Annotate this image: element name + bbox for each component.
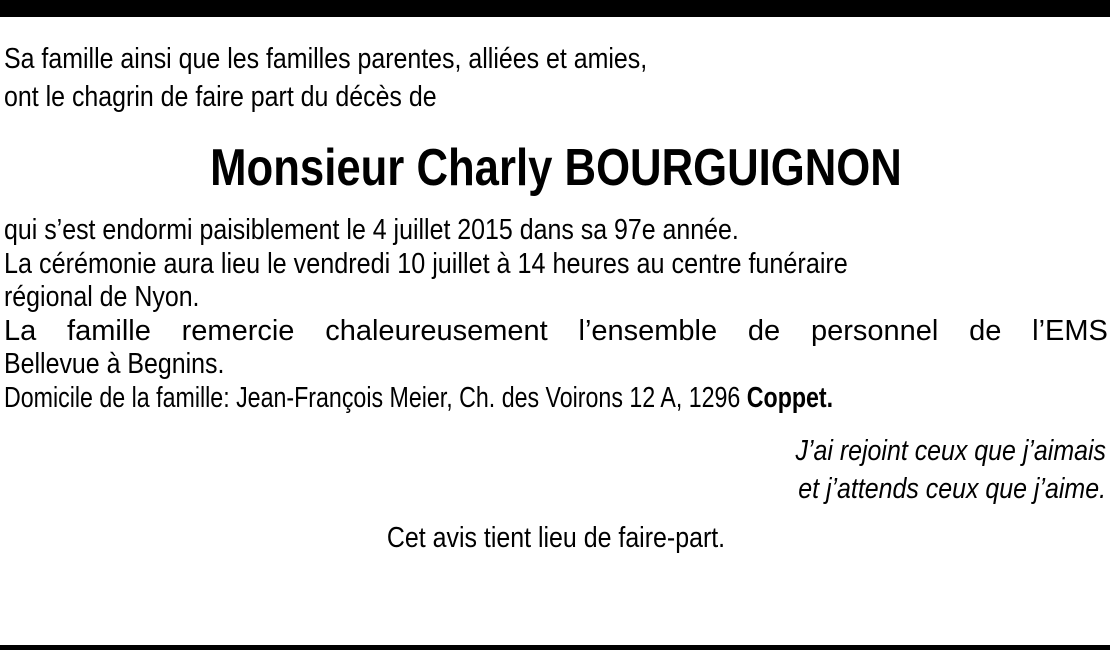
domicile-city: Coppet. [746, 381, 834, 414]
thanks-word: de [969, 314, 1002, 347]
bottom-border-rule [0, 645, 1110, 650]
thanks-word: La [4, 314, 37, 347]
thanks-word: famille [67, 314, 151, 347]
passing-line: qui s’est endormi paisiblement le 4 juillet 2015 dans sa 97e année. [4, 214, 739, 246]
deceased-name: Monsieur Charly BOURGUIGNON [210, 139, 902, 197]
intro-line-2: ont le chagrin de faire part du décès de [4, 81, 437, 113]
verse-line-2: et j’attends ceux que j’aime. [798, 473, 1106, 505]
thanks-word: l’ensemble [578, 314, 718, 347]
thanks-line-1 [4, 315, 1108, 349]
domicile-line [4, 382, 887, 416]
intro-line-1: Sa famille ainsi que les familles parentes, alliées et amies, [4, 43, 648, 75]
thanks-word: personnel [810, 314, 939, 347]
thanks-word: chaleureusement [325, 314, 548, 347]
verse-quote [4, 432, 1108, 508]
closing-statement: Cet avis tient lieu de faire-part. [386, 522, 726, 554]
thanks-word: l’EMS [1032, 314, 1108, 347]
ceremony-line-1: La cérémonie aura lieu le vendredi 10 juillet à 14 heures au centre funéraire [4, 247, 848, 280]
domicile-address: Domicile de la famille: Jean-François Meier, Ch. des Voirons 12 A, 1296 [4, 381, 747, 414]
thanks-word: remercie [181, 314, 295, 347]
intro-paragraph [4, 40, 1108, 116]
thanks-line-2: Bellevue à Begnins. [4, 348, 225, 380]
notice-body [4, 214, 1108, 415]
death-notice [4, 40, 1108, 558]
top-border-rule [0, 0, 1110, 17]
thanks-word: de [747, 314, 781, 347]
verse-line-1: J’ai rejoint ceux que j’aimais [795, 435, 1106, 467]
ceremony-line-2: régional de Nyon. [4, 281, 200, 313]
